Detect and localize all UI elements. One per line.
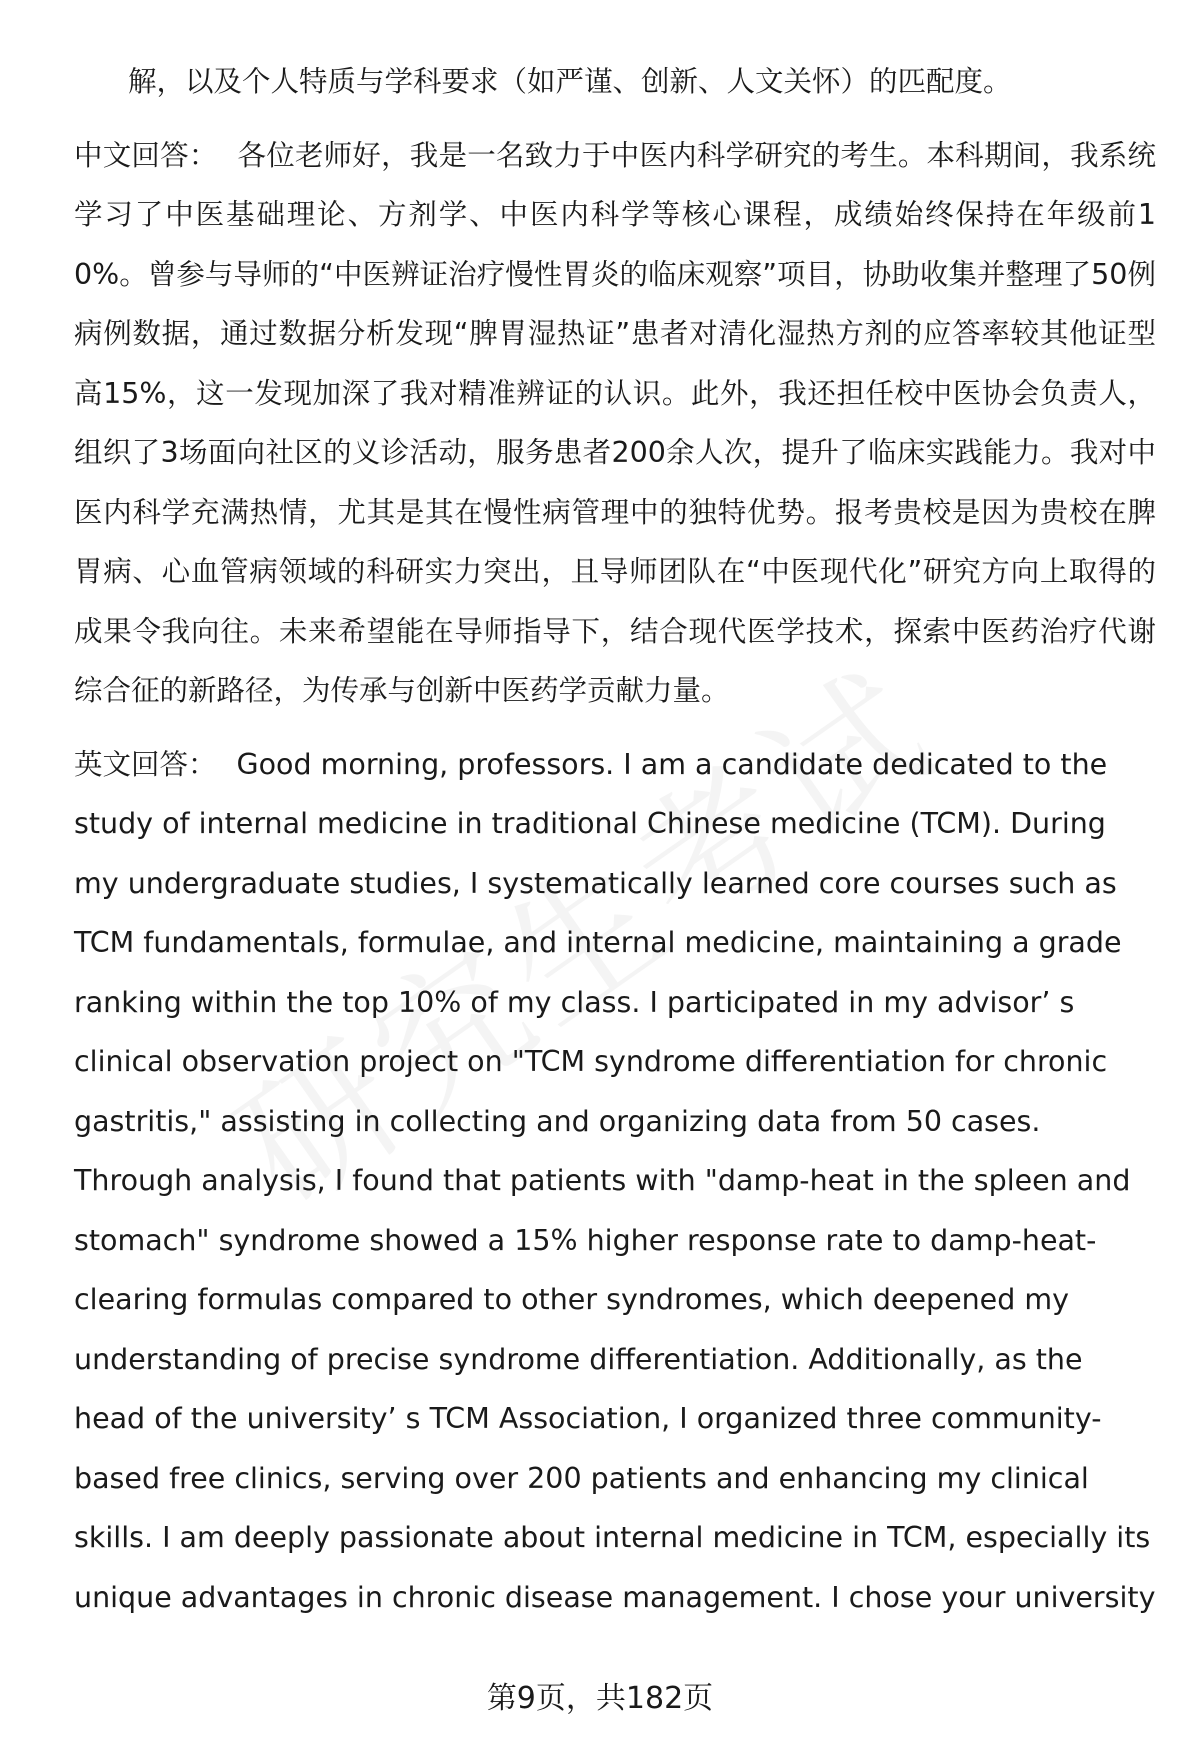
- english-answer-paragraph: [74, 735, 1156, 1628]
- page-number-footer: 第9页，共182页: [486, 1681, 714, 1716]
- chinese-answer-label: 中文回答：: [74, 138, 218, 172]
- chinese-answer-text: 各位老师好，我是一名致力于中医内科学研究的考生。本科期间，我系统学习了中医基础理论、方剂学、中医内科学等核心课程，成绩始终保持在年级前10%。曾参与导师的“中医辨证治疗慢性胃炎的临床观察”项目，协助收集并整理了50例病例数据，通过数据分析发现“脾胃湿热证”患者对清化湿热方剂的应答率较其他证型高15%，这一发现加深了我对精准辨证的认识。此外，我还担任校中医协会负责人，组织了3场面向社区的义诊活动，服务患者200余人次，提升了临床实践能力。我对中医内科学充满热情，尤其是其在慢性病管理中的独特优势。报考贵校是因为贵校在脾胃病、心血管病领域的科研实力突出，且导师团队在“中医现代化”研究方向上取得的成果令我向往。未来希望能在导师指导下，结合现代医学技术，探索中医药治疗代谢综合征的新路径，为传承与创新中医药学贡献力量。: [74, 138, 1156, 707]
- chinese-answer-paragraph: [74, 126, 1156, 721]
- english-answer-text: Good morning, professors. I am a candidate dedicated to the study of internal medicine in traditional Chinese medicine (TCM). During my undergraduate studies, I systematically learned core courses such as TCM fundamentals, formulae, and internal medicine, maintaining a grade ranking within the top 10% of my class. I participated in my advisor’ s clinical observation project on "TCM syndrome differentiation for chronic gastritis," assisting in collecting and organizing data from 50 cases. Through analysis, I found that patients with "damp-heat in the spleen and stomach" syndrome showed a 15% higher response rate to damp-heat-clearing formulas compared to other syndromes, which deepened my understanding of precise syndrome differentiation. Additionally, as the head of the university’ s TCM Association, I organized three community-based free clinics, serving over 200 patients and enhancing my clinical skills. I am deeply passionate about internal medicine in TCM, especially its unique advantages in chronic disease management. I chose your university: [74, 747, 1156, 1614]
- english-answer-label: 英文回答：: [74, 747, 217, 781]
- intro-line: 解，以及个人特质与学科要求（如严谨、创新、人文关怀）的匹配度。: [128, 65, 1012, 98]
- page-content: [74, 52, 1156, 1641]
